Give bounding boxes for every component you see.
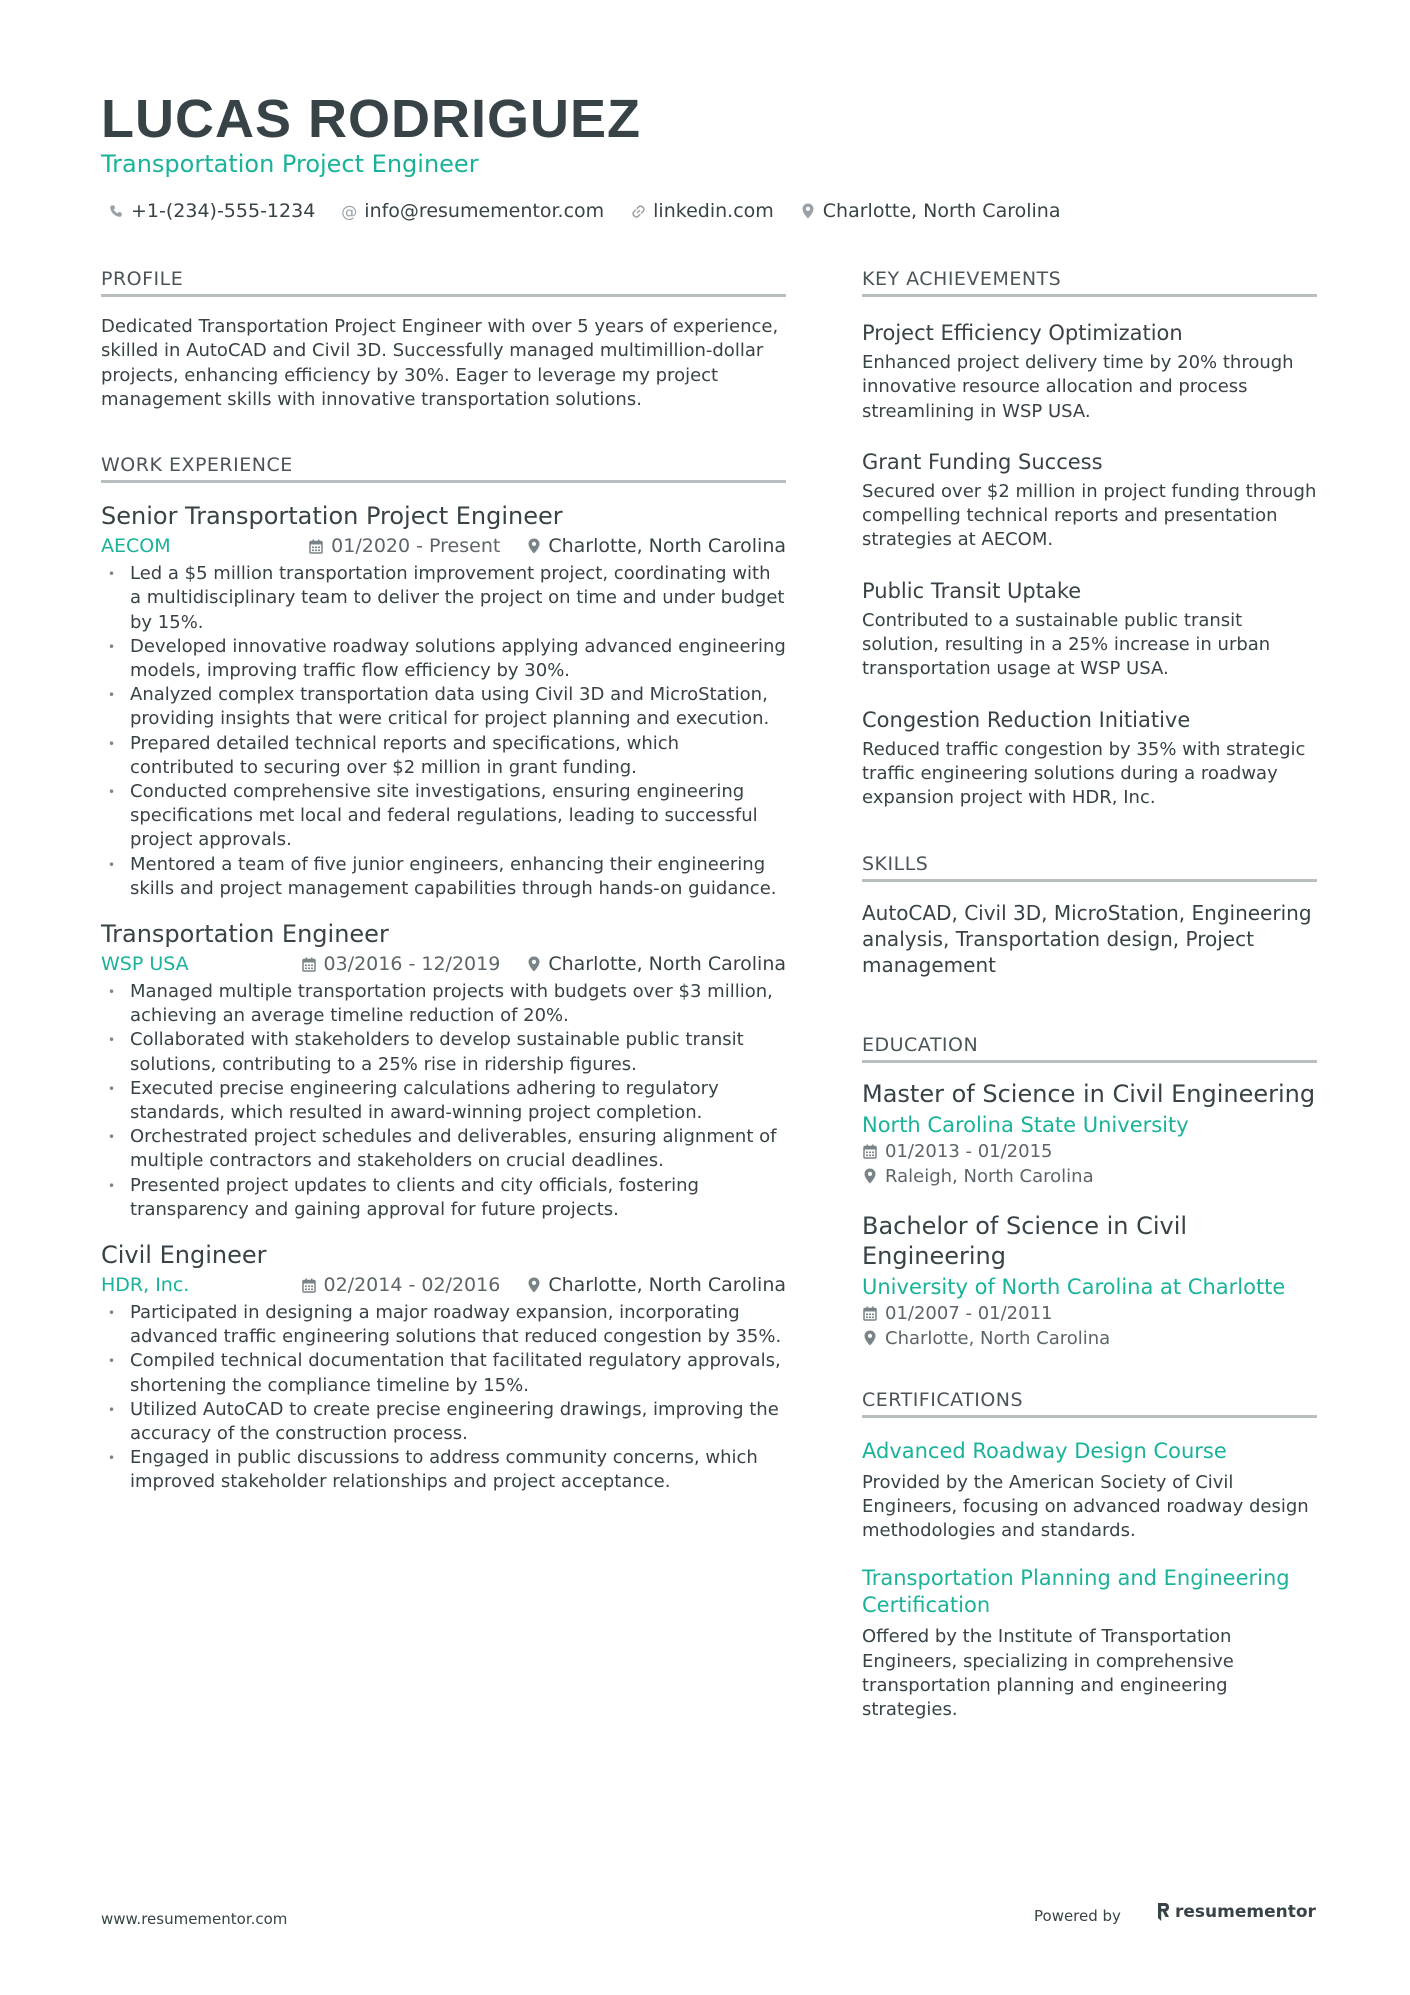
candidate-title: Transportation Project Engineer xyxy=(101,150,479,178)
section-heading: KEY ACHIEVEMENTS xyxy=(862,268,1317,297)
certification-item xyxy=(862,1438,1317,1544)
job-location: Charlotte, North Carolina xyxy=(526,1274,786,1296)
school-name: North Carolina State University xyxy=(862,1112,1189,1137)
section-heading: EDUCATION xyxy=(862,1034,1317,1063)
school-name: University of North Carolina at Charlotte xyxy=(862,1274,1286,1299)
calendar-icon xyxy=(862,1144,878,1159)
profile-text: Dedicated Transportation Project Engineer with over 5 years of experience, skilled in AutoCAD and Civil 3D. Successfully managed multimillion-dollar projects, enhancing efficiency by 30%. Eager to leverage my project management skills with innovative transportation solutions. xyxy=(101,316,779,410)
section-heading: SKILLS xyxy=(862,853,1317,882)
job-dates: 03/2016 - 12/2019 xyxy=(301,953,501,975)
education-dates: 01/2007 - 01/2011 xyxy=(862,1301,1317,1326)
job-meta xyxy=(101,1274,786,1296)
job-bullets xyxy=(101,562,786,901)
skills-section xyxy=(862,853,1317,978)
calendar-icon xyxy=(862,1306,878,1321)
achievement-desc: Contributed to a sustainable public transit solution, resulting in a 25% increase in urban transportation usage at WSP USA. xyxy=(862,609,1271,680)
list-item: • Executed precise engineering calculations adhering to regulatory standards, which resulted in award-winning project completion. xyxy=(101,1077,786,1125)
certification-title: Advanced Roadway Design Course xyxy=(862,1438,1227,1463)
job-company: HDR, Inc. xyxy=(101,1274,190,1297)
footer-website-link[interactable]: www.resumementor.com xyxy=(101,1910,288,1928)
job-dates: 02/2014 - 02/2016 xyxy=(301,1274,501,1296)
right-column xyxy=(862,268,1317,1745)
section-heading: WORK EXPERIENCE xyxy=(101,454,786,483)
footer-powered-by: Powered by xyxy=(1034,1907,1121,1925)
education-section xyxy=(862,1034,1317,1351)
education-item xyxy=(862,1211,1317,1351)
list-item: • Participated in designing a major roadway expansion, incorporating advanced traffic engineering solutions that reduced congestion by 35%. xyxy=(101,1301,786,1349)
job-entry xyxy=(101,919,786,1222)
contact-phone: +1-(234)-555-1234 xyxy=(108,200,315,222)
resumementor-logo-icon xyxy=(1156,1902,1170,1922)
job-meta xyxy=(101,535,786,557)
location-pin-icon xyxy=(862,1330,878,1346)
job-entry xyxy=(101,501,786,901)
list-item: • Utilized AutoCAD to create precise engineering drawings, improving the accuracy of the construction process. xyxy=(101,1398,786,1446)
candidate-name: LUCAS RODRIGUEZ xyxy=(101,89,641,149)
location-pin-icon xyxy=(526,956,542,972)
achievement-item xyxy=(862,319,1317,424)
certification-item xyxy=(862,1565,1317,1722)
list-item: • Led a $5 million transportation improvement project, coordinating with a multidisciplinary team to deliver the project on time and under budget by 15%. xyxy=(101,562,786,635)
achievement-title: Grant Funding Success xyxy=(862,449,1103,474)
job-location: Charlotte, North Carolina xyxy=(526,953,786,975)
list-item: • Presented project updates to clients and city officials, fostering transparency and gaining approval for future projects. xyxy=(101,1174,786,1222)
job-dates: 01/2020 - Present xyxy=(308,535,500,557)
list-item: • Collaborated with stakeholders to develop sustainable public transit solutions, contributing to a 25% rise in ridership figures. xyxy=(101,1028,786,1076)
phone-icon xyxy=(108,204,124,218)
achievement-item xyxy=(862,448,1317,553)
education-location: Raleigh, North Carolina xyxy=(862,1164,1317,1189)
job-title: Civil Engineer xyxy=(101,1241,267,1270)
contact-bar xyxy=(108,200,1060,222)
contact-linkedin[interactable]: linkedin.com xyxy=(630,200,774,222)
certifications-section xyxy=(862,1389,1317,1723)
job-meta xyxy=(101,953,786,975)
brand-name: resumementor xyxy=(1175,1902,1316,1922)
job-title: Senior Transportation Project Engineer xyxy=(101,502,563,531)
degree-title: Bachelor of Science in Civil Engineering xyxy=(862,1211,1188,1270)
achievement-item xyxy=(862,706,1317,811)
certification-desc: Provided by the American Society of Civil Engineers, focusing on advanced roadway design methodologies and standards. xyxy=(862,1471,1309,1542)
work-experience-section xyxy=(101,454,786,1495)
certification-desc: Offered by the Institute of Transportation Engineers, specializing in comprehensive transportation planning and engineering strategies. xyxy=(862,1626,1234,1721)
skills-list: AutoCAD, Civil 3D, MicroStation, Engineering analysis, Transportation design, Project management xyxy=(862,900,1312,977)
section-heading: CERTIFICATIONS xyxy=(862,1389,1317,1418)
location-pin-icon xyxy=(526,1277,542,1293)
key-achievements-section xyxy=(862,268,1317,811)
location-pin-icon xyxy=(862,1168,878,1184)
job-title: Transportation Engineer xyxy=(101,920,389,949)
profile-section xyxy=(101,268,786,412)
calendar-icon xyxy=(301,1278,317,1293)
calendar-icon xyxy=(301,957,317,972)
list-item: • Prepared detailed technical reports and specifications, which contributed to securing over $2 million in grant funding. xyxy=(101,732,786,780)
left-column xyxy=(101,268,786,1495)
list-item: • Developed innovative roadway solutions applying advanced engineering models, improving traffic flow efficiency by 30%. xyxy=(101,635,786,683)
achievement-desc: Reduced traffic congestion by 35% with strategic traffic engineering solutions during a roadway expansion project with HDR, Inc. xyxy=(862,738,1306,809)
achievement-desc: Enhanced project delivery time by 20% through innovative resource allocation and process streamlining in WSP USA. xyxy=(862,352,1294,422)
contact-location: Charlotte, North Carolina xyxy=(800,200,1061,222)
list-item: • Managed multiple transportation projects with budgets over $3 million, achieving an average timeline reduction of 20%. xyxy=(101,980,786,1028)
list-item: • Conducted comprehensive site investigations, ensuring engineering specifications met local and federal regulations, leading to successful project approvals. xyxy=(101,780,786,853)
section-heading: PROFILE xyxy=(101,268,786,297)
education-item xyxy=(862,1079,1317,1189)
contact-email[interactable]: @ info@resumementor.com xyxy=(341,200,605,222)
achievement-title: Project Efficiency Optimization xyxy=(862,321,1183,345)
list-item: • Compiled technical documentation that facilitated regulatory approvals, shortening the compliance timeline by 15%. xyxy=(101,1349,786,1397)
list-item: • Mentored a team of five junior engineers, enhancing their engineering skills and project management capabilities through hands-on guidance. xyxy=(101,853,786,901)
education-location: Charlotte, North Carolina xyxy=(862,1326,1317,1351)
calendar-icon xyxy=(308,539,324,554)
certification-title: Transportation Planning and Engineering Certification xyxy=(862,1566,1290,1618)
at-icon: @ xyxy=(341,201,358,221)
achievement-item xyxy=(862,577,1317,682)
location-pin-icon xyxy=(800,203,816,219)
job-entry xyxy=(101,1240,786,1495)
list-item: • Engaged in public discussions to address community concerns, which improved stakeholder relationships and project acceptance. xyxy=(101,1446,786,1494)
job-company: WSP USA xyxy=(101,953,189,976)
job-bullets xyxy=(101,980,786,1222)
list-item: • Orchestrated project schedules and deliverables, ensuring alignment of multiple contractors and stakeholders on crucial deadlines. xyxy=(101,1125,786,1173)
list-item: • Analyzed complex transportation data using Civil 3D and MicroStation, providing insights that were critical for project planning and execution. xyxy=(101,683,786,731)
achievement-title: Public Transit Uptake xyxy=(862,578,1082,603)
achievement-desc: Secured over $2 million in project funding through compelling technical reports and presentation strategies at AECOM. xyxy=(862,480,1317,551)
job-location: Charlotte, North Carolina xyxy=(526,535,786,557)
education-dates: 01/2013 - 01/2015 xyxy=(862,1139,1317,1164)
location-pin-icon xyxy=(526,538,542,554)
degree-title: Master of Science in Civil Engineering xyxy=(862,1079,1316,1108)
link-icon xyxy=(630,204,646,219)
achievement-title: Congestion Reduction Initiative xyxy=(862,707,1191,732)
footer-brand-logo[interactable] xyxy=(1156,1902,1316,1922)
job-company: AECOM xyxy=(101,535,171,558)
job-bullets xyxy=(101,1301,786,1495)
